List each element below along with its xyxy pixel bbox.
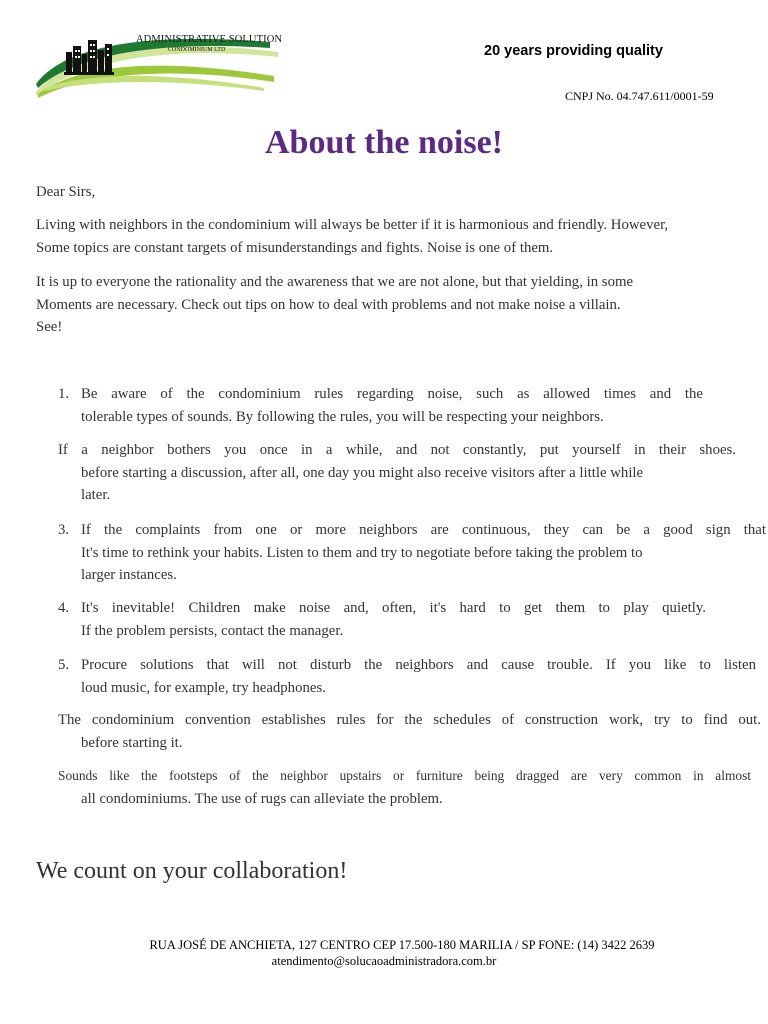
tip-5-number: 5. (58, 657, 70, 673)
company-logo (34, 30, 283, 100)
building-skyline-icon (64, 40, 114, 75)
tip-4 (58, 597, 706, 642)
tip-2-line-1: If a neighbor bothers you once in a while, and not constantly, put yourself in their shoes. (58, 442, 736, 458)
tip-7-line-2: all condominiums. The use of rugs can alleviate the problem. (81, 790, 443, 807)
tip-6 (58, 709, 761, 754)
tip-4-number: 4. (58, 600, 70, 616)
tip-4-line-2: If the problem persists, contact the manager. (81, 622, 344, 639)
intro-2-line-3: See! (36, 319, 63, 335)
tip-1-line-2: tolerable types of sounds. By following the rules, you will be respecting your neighbors. (81, 408, 604, 425)
intro-2-line-2: Moments are necessary. Check out tips on how to deal with problems and not make noise a villain. (36, 296, 621, 313)
tip-6-line-1: The condominium convention establishes rules for the schedules of construction work, try to find out. (58, 712, 761, 728)
tip-3-number: 3. (58, 522, 70, 538)
tip-1 (58, 383, 703, 428)
intro-1-line-2: Some topics are constant targets of misunderstandings and fights. Noise is one of them. (36, 239, 554, 256)
company-cnpj: CNPJ No. 04.747.611/0001-59 (565, 89, 714, 103)
tip-3 (58, 519, 766, 587)
tip-6-line-2: before starting it. (81, 734, 183, 751)
tip-4-line-1: It's inevitable! Children make noise and, often, it's hard to get them to play quietly. (81, 600, 706, 616)
tip-5-line-2: loud music, for example, try headphones. (81, 679, 326, 696)
company-tagline: 20 years providing quality (484, 43, 663, 59)
tip-3-line-1: If the complaints from one or more neighbors are continuous, they can be a good sign that (81, 522, 766, 538)
tip-3-line-2: It's time to rethink your habits. Listen to them and try to negotiate before taking the problem to (81, 544, 643, 561)
closing-statement: We count on your collaboration! (36, 858, 348, 884)
tip-2-line-3: later. (81, 487, 111, 503)
tip-1-line-1: Be aware of the condominium rules regarding noise, such as allowed times and the (81, 386, 703, 402)
tip-7 (58, 765, 751, 810)
tip-2 (58, 439, 736, 507)
tip-7-line-1: Sounds like the footsteps of the neighbor upstairs or furniture being dragged are very common in almost (58, 768, 751, 783)
tip-5 (58, 654, 756, 699)
tip-2-line-2: before starting a discussion, after all, one day you might also receive visitors after a little while (81, 464, 644, 481)
footer-address: RUA JOSÉ DE ANCHIETA, 127 CENTRO CEP 17.500-180 MARILIA / SP FONE: (14) 3422 2639 (149, 938, 655, 952)
tip-5-line-1: Procure solutions that will not disturb the neighbors and cause trouble. If you like to listen (81, 657, 756, 673)
logo-company-name: ADMINISTRATIVE SOLUTION (136, 34, 283, 45)
tip-1-number: 1. (58, 386, 70, 402)
logo-company-type: CONDOMINIUM LTD (168, 47, 226, 53)
page-title: About the noise! (264, 124, 504, 161)
intro-1-line-1: Living with neighbors in the condominium will always be better if it is harmonious and friendly. However, (36, 217, 669, 233)
intro-paragraph-2 (36, 271, 633, 339)
footer-email: atendimento@solucaoadministradora.com.br (271, 954, 497, 968)
intro-2-line-1: It is up to everyone the rationality and the awareness that we are not alone, but that yielding, in some (36, 274, 634, 290)
greeting: Dear Sirs, (36, 184, 96, 200)
tip-3-line-3: larger instances. (81, 567, 177, 583)
intro-paragraph-1 (36, 214, 668, 259)
